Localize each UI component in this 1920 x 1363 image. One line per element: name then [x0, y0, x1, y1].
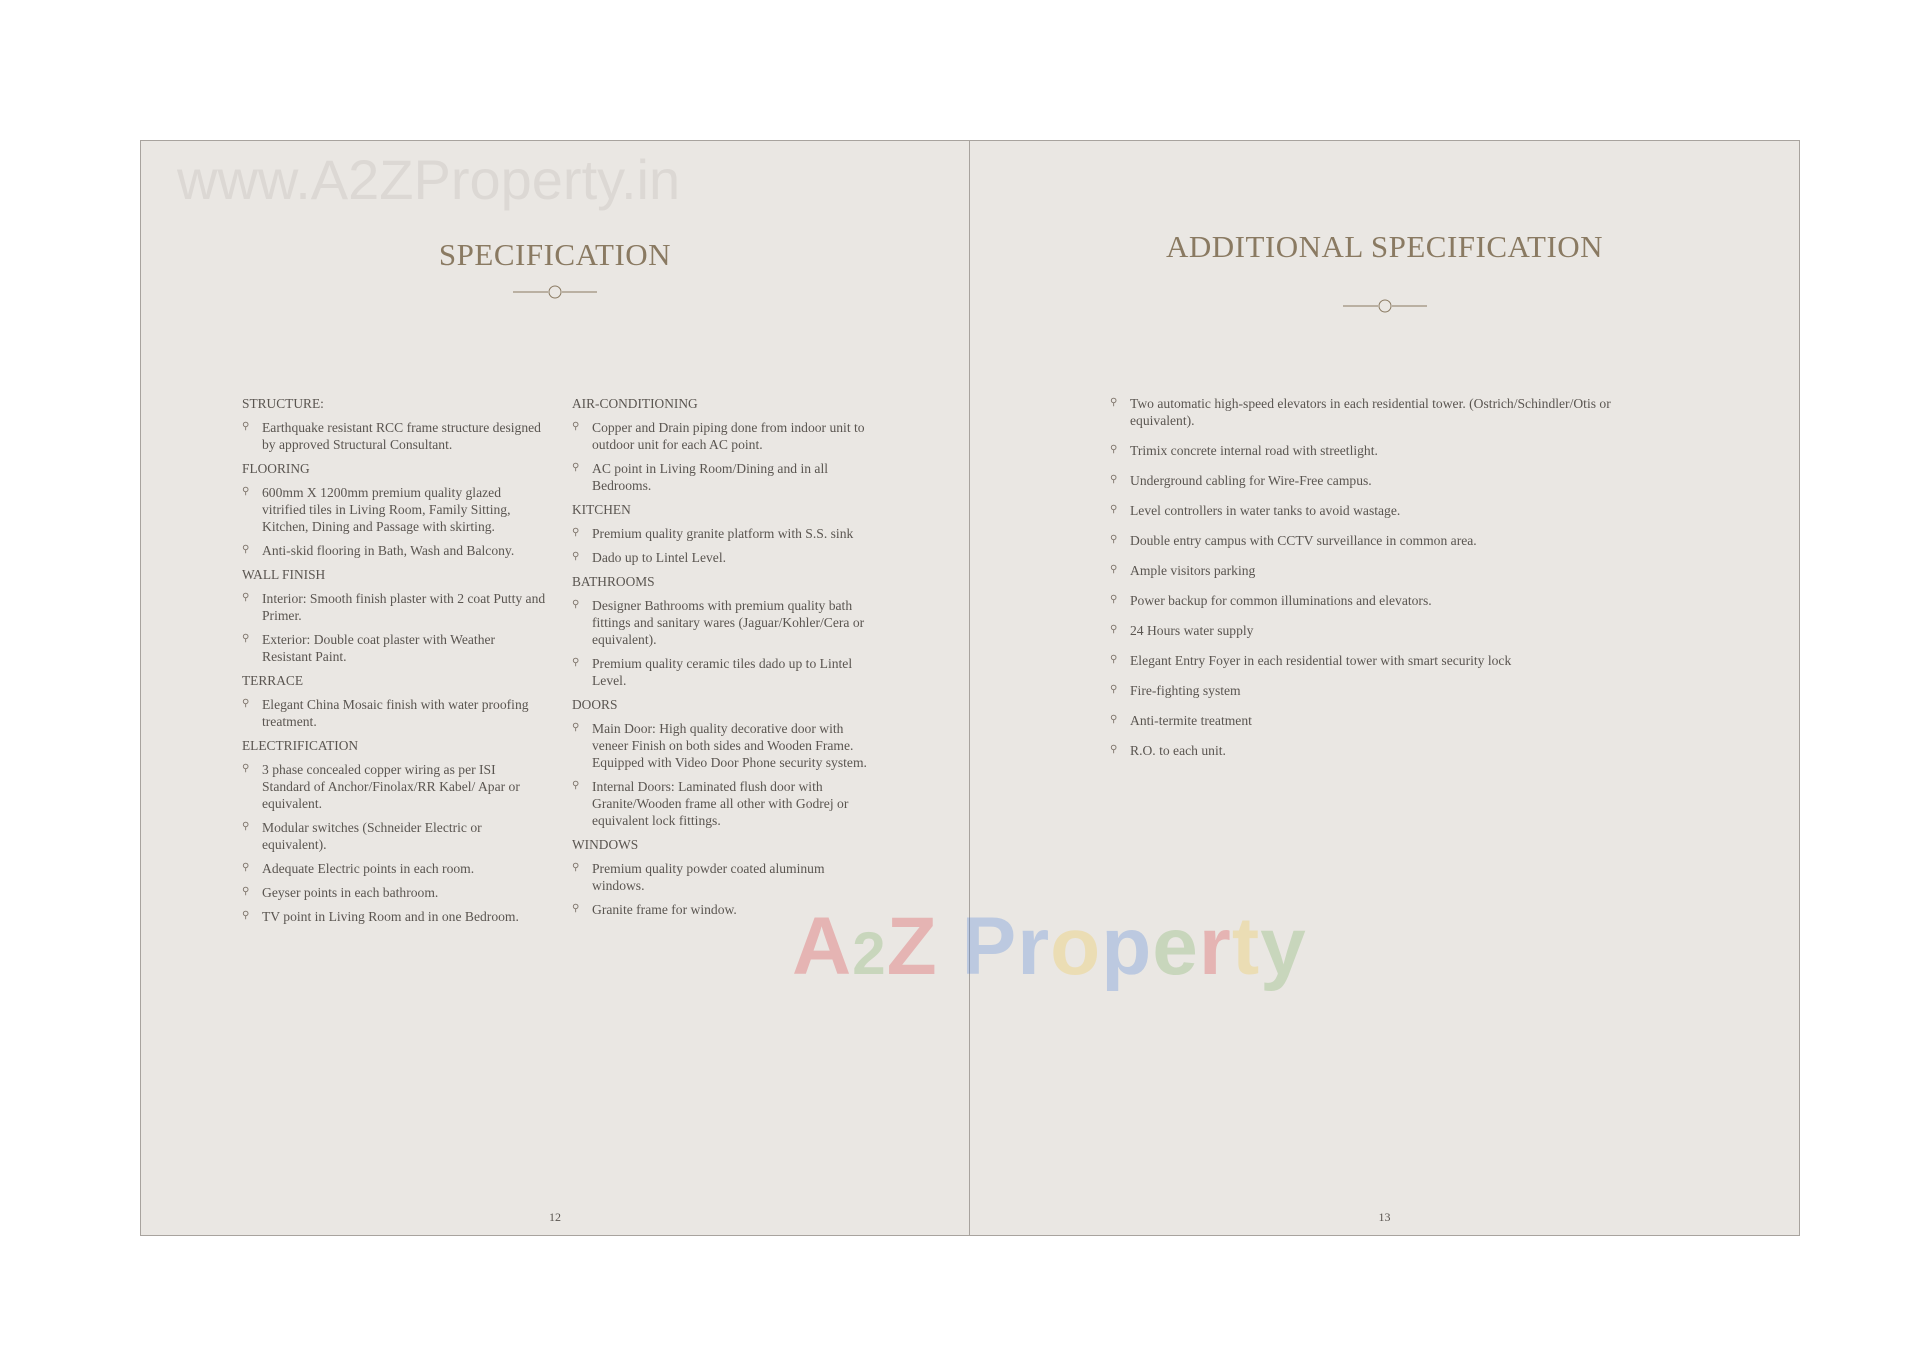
list-item-text: Adequate Electric points in each room.: [262, 861, 475, 876]
bullet-icon: ⚲: [1110, 744, 1118, 755]
list-item-text: Ample visitors parking: [1130, 563, 1256, 578]
section-heading: WALL FINISH: [242, 567, 326, 582]
watermark-logo-letter: [938, 900, 962, 994]
bullet-icon: ⚲: [572, 527, 580, 538]
list-item: [1110, 562, 1670, 579]
bullet-icon: ⚲: [242, 763, 250, 774]
list-item: [242, 761, 547, 812]
additional-spec-list: [1110, 395, 1670, 772]
watermark-logo: [792, 900, 1307, 994]
list-item-text: Double entry campus with CCTV surveillance in common area.: [1130, 533, 1477, 548]
list-item-text: Dado up to Lintel Level.: [592, 550, 727, 565]
list-item: [572, 460, 877, 494]
watermark-logo-letter: 2: [852, 920, 887, 987]
list-item: [1110, 502, 1670, 519]
watermark-logo-letter: t: [1231, 901, 1261, 992]
list-item: [1110, 712, 1670, 729]
section-heading: ELECTRIFICATION: [242, 738, 359, 753]
bullet-icon: ⚲: [242, 486, 250, 497]
list-item: [572, 419, 877, 453]
list-item-text: Copper and Drain piping done from indoor unit to outdoor unit for each AC point.: [592, 420, 865, 452]
list-item: [1110, 652, 1670, 669]
bullet-icon: ⚲: [242, 421, 250, 432]
bullet-icon: ⚲: [242, 821, 250, 832]
list-item: [242, 484, 547, 535]
page-title: SPECIFICATION: [438, 237, 672, 272]
list-item-text: 24 Hours water supply: [1130, 623, 1254, 638]
bullet-icon: ⚲: [572, 462, 580, 473]
list-item: [1110, 395, 1670, 429]
bullet-icon: ⚲: [1110, 504, 1118, 515]
section-heading: FLOORING: [242, 461, 310, 476]
list-item: [1110, 622, 1670, 639]
list-item: [1110, 532, 1670, 549]
list-item-text: Trimix concrete internal road with streetlight.: [1130, 443, 1378, 458]
watermark-logo-letter: P: [961, 901, 1018, 992]
list-item: [242, 860, 547, 877]
list-item: [242, 819, 547, 853]
section-heading: STRUCTURE:: [242, 396, 324, 411]
bullet-icon: ⚲: [1110, 624, 1118, 635]
list-item-text: AC point in Living Room/Dining and in all Bedrooms.: [592, 461, 828, 493]
list-item-text: Exterior: Double coat plaster with Weather Resistant Paint.: [262, 632, 496, 664]
page-number: 12: [549, 1210, 561, 1224]
spec-column-2: [572, 395, 877, 925]
list-item: [242, 908, 547, 925]
bullet-icon: ⚲: [1110, 654, 1118, 665]
page-number: 13: [1378, 1210, 1391, 1224]
list-item: [1110, 442, 1670, 459]
list-item-text: Interior: Smooth finish plaster with 2 coat Putty and Primer.: [262, 591, 546, 623]
bullet-icon: ⚲: [242, 886, 250, 897]
section-heading: TERRACE: [242, 673, 304, 688]
list-item-text: Underground cabling for Wire-Free campus.: [1130, 473, 1372, 488]
list-item-text: TV point in Living Room and in one Bedroom.: [262, 909, 519, 924]
watermark-logo-letter: Z: [886, 901, 938, 992]
list-item: [242, 884, 547, 901]
section-heading: KITCHEN: [572, 502, 631, 517]
bullet-icon: ⚲: [572, 722, 580, 733]
list-item: [242, 631, 547, 665]
bullet-icon: ⚲: [572, 421, 580, 432]
list-item: [242, 696, 547, 730]
list-item-text: Fire-fighting system: [1130, 683, 1241, 698]
watermark-logo-letter: y: [1260, 901, 1307, 992]
bullet-icon: ⚲: [572, 903, 580, 914]
list-item-text: Designer Bathrooms with premium quality bath fittings and sanitary wares (Jaguar/Kohler/Cera or equivalent).: [592, 598, 865, 647]
watermark-logo-letter: e: [1152, 901, 1199, 992]
list-item-text: 600mm X 1200mm premium quality glazed vitrified tiles in Living Room, Family Sitting, Kitchen, Dining and Passage with skirting.: [262, 485, 511, 534]
list-item-text: Granite frame for window.: [592, 902, 737, 917]
watermark-logo-letter: A: [792, 901, 853, 992]
list-item: [572, 778, 877, 829]
bullet-icon: ⚲: [1110, 594, 1118, 605]
list-item: [572, 860, 877, 894]
list-item: [572, 720, 877, 771]
watermark-logo-letter: r: [1017, 901, 1051, 992]
list-item-text: 3 phase concealed copper wiring as per ISI Standard of Anchor/Finolax/RR Kabel/ Apar or equivalent.: [262, 762, 520, 811]
bullet-icon: ⚲: [242, 592, 250, 603]
list-item-text: Internal Doors: Laminated flush door with Granite/Wooden frame all other with Godrej or equivalent lock fittings.: [592, 779, 849, 828]
bullet-icon: ⚲: [1110, 474, 1118, 485]
section-heading: WINDOWS: [572, 837, 639, 852]
list-item-text: Premium quality ceramic tiles dado up to Lintel Level.: [592, 656, 853, 688]
list-item-text: Premium quality powder coated aluminum windows.: [592, 861, 825, 893]
list-item: [242, 419, 547, 453]
list-item: [242, 590, 547, 624]
list-item-text: Elegant Entry Foyer in each residential tower with smart security lock: [1130, 653, 1512, 668]
bullet-icon: ⚲: [572, 657, 580, 668]
bullet-icon: ⚲: [1110, 564, 1118, 575]
list-item-text: Geyser points in each bathroom.: [262, 885, 439, 900]
spec-column-1: [242, 395, 547, 932]
left-page: [141, 141, 970, 1235]
list-item-text: Level controllers in water tanks to avoid wastage.: [1130, 503, 1401, 518]
bullet-icon: ⚲: [242, 544, 250, 555]
list-item-text: Premium quality granite platform with S.S. sink: [592, 526, 854, 541]
section-heading: DOORS: [572, 697, 618, 712]
divider-ornament-icon: [513, 285, 597, 299]
bullet-icon: ⚲: [572, 780, 580, 791]
page-title: ADDITIONAL SPECIFICATION: [1165, 229, 1604, 264]
list-item-text: R.O. to each unit.: [1130, 743, 1226, 758]
section-heading: BATHROOMS: [572, 574, 655, 589]
list-item-text: Main Door: High quality decorative door with veneer Finish on both sides and Wooden Frame. Equipped with Video Door Phone security system.: [592, 721, 867, 770]
bullet-icon: ⚲: [242, 862, 250, 873]
watermark-logo-letter: r: [1198, 901, 1232, 992]
bullet-icon: ⚲: [572, 599, 580, 610]
divider-ornament-icon: [1343, 299, 1427, 313]
bullet-icon: ⚲: [242, 633, 250, 644]
watermark-logo-letter: p: [1101, 901, 1153, 992]
list-item: [1110, 682, 1670, 699]
list-item: [572, 549, 877, 566]
list-item: [1110, 742, 1670, 759]
list-item-text: Power backup for common illuminations and elevators.: [1130, 593, 1432, 608]
bullet-icon: ⚲: [1110, 444, 1118, 455]
list-item-text: Earthquake resistant RCC frame structure designed by approved Structural Consultant.: [262, 420, 541, 452]
bullet-icon: ⚲: [572, 862, 580, 873]
bullet-icon: ⚲: [242, 910, 250, 921]
list-item-text: Anti-skid flooring in Bath, Wash and Balcony.: [262, 543, 515, 558]
brochure-spread: [140, 140, 1800, 1236]
list-item: [1110, 592, 1670, 609]
list-item-text: Two automatic high-speed elevators in each residential tower. (Ostrich/Schindler/Otis or equivalent).: [1130, 396, 1611, 428]
right-page: [970, 141, 1799, 1235]
list-item-text: Modular switches (Schneider Electric or equivalent).: [262, 820, 482, 852]
list-item-text: Anti-termite treatment: [1130, 713, 1252, 728]
section-heading: AIR-CONDITIONING: [572, 396, 698, 411]
watermark-url: www.A2ZProperty.in: [177, 148, 681, 211]
list-item-text: Elegant China Mosaic finish with water proofing treatment.: [262, 697, 529, 729]
list-item: [572, 525, 877, 542]
bullet-icon: ⚲: [242, 698, 250, 709]
bullet-icon: ⚲: [1110, 397, 1118, 408]
list-item: [572, 597, 877, 648]
bullet-icon: ⚲: [1110, 534, 1118, 545]
bullet-icon: ⚲: [572, 551, 580, 562]
list-item: [572, 655, 877, 689]
watermark-logo-letter: o: [1050, 901, 1102, 992]
bullet-icon: ⚲: [1110, 714, 1118, 725]
bullet-icon: ⚲: [1110, 684, 1118, 695]
list-item: [1110, 472, 1670, 489]
list-item: [242, 542, 547, 559]
